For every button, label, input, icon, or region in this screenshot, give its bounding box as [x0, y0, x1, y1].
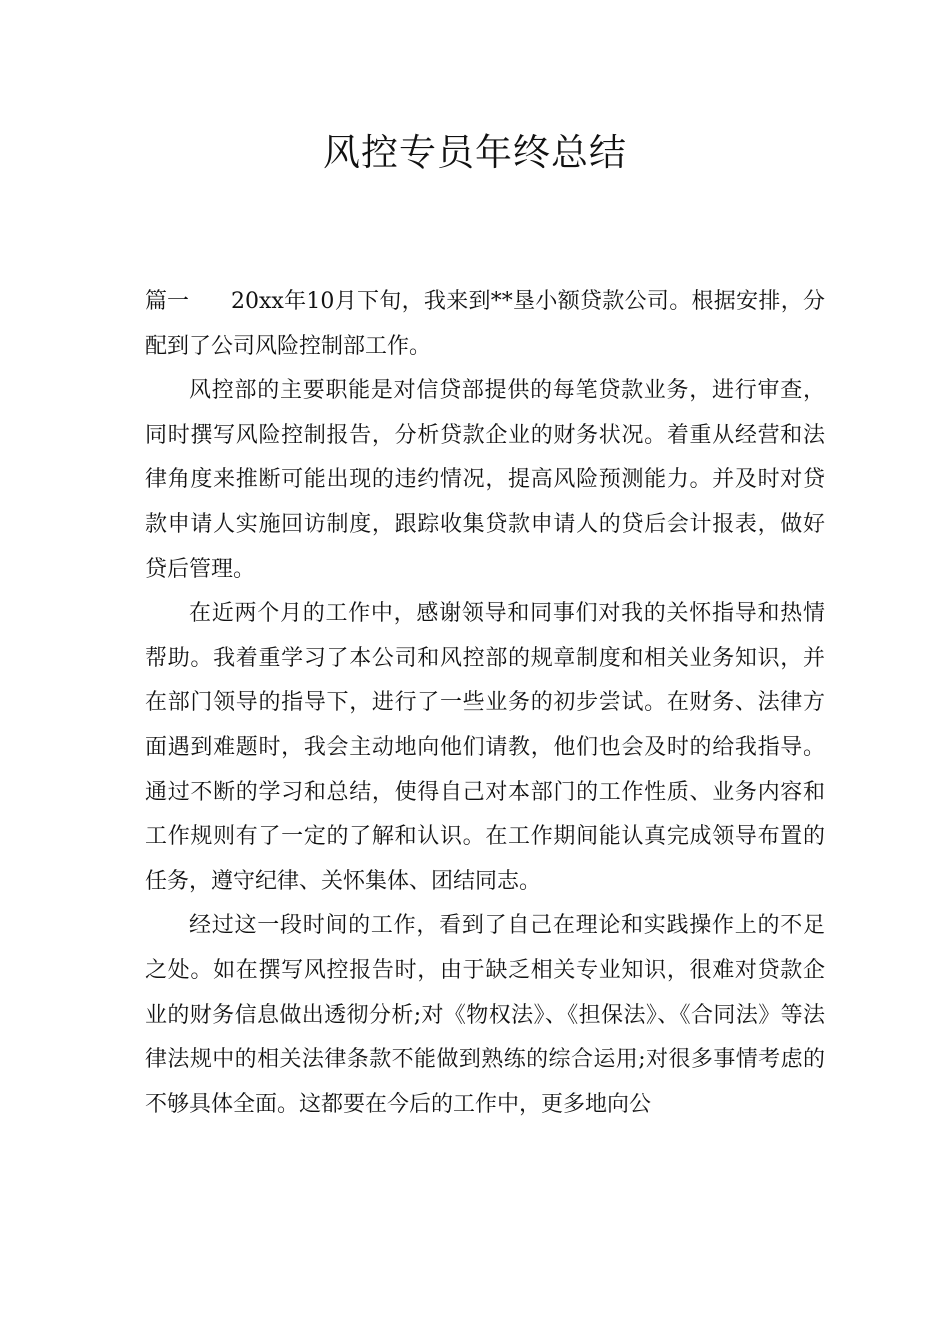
paragraph-1 [145, 280, 825, 369]
paragraph-4: 经过这一段时间的工作，看到了自己在理论和实践操作上的不足之处。如在撰写风控报告时，由于缺乏相关专业知识，很难对贷款企业的财务信息做出透彻分析;对《物权法》、《担保法》、《合同法》等法律法规中的相关法律条款不能做到熟练的综合运用;对很多事情考虑的不够具体全面。这都要在今后的工作中，更多地向公 [145, 913, 825, 1117]
paragraph-3: 在近两个月的工作中，感谢领导和同事们对我的关怀指导和热情帮助。我着重学习了本公司和风控部的规章制度和相关业务知识，并在部门领导的指导下，进行了一些业务的初步尝试。在财务、法律方面遇到难题时，我会主动地向他们请教，他们也会及时的给我指导。通过不断的学习和总结，使得自己对本部门的工作性质、业务内容和工作规则有了一定的了解和认识。在工作期间能认真完成领导布置的任务，遵守纪律、关怀集体、团结同志。 [145, 601, 825, 894]
section-label: 篇一 [145, 289, 190, 314]
document-title: 风控专员年终总结 [323, 131, 627, 174]
paragraph-1-text: 20xx年10月下旬，我来到**垦小额贷款公司。根据安排，分配到了公司风险控制部工作。 [145, 289, 825, 359]
paragraph-2: 风控部的主要职能是对信贷部提供的每笔贷款业务，进行审查，同时撰写风险控制报告，分析贷款企业的财务状况。着重从经营和法律角度来推断可能出现的违约情况，提高风险预测能力。并及时对贷款申请人实施回访制度，跟踪收集贷款申请人的贷后会计报表，做好贷后管理。 [145, 378, 825, 582]
document-body [145, 280, 825, 1127]
